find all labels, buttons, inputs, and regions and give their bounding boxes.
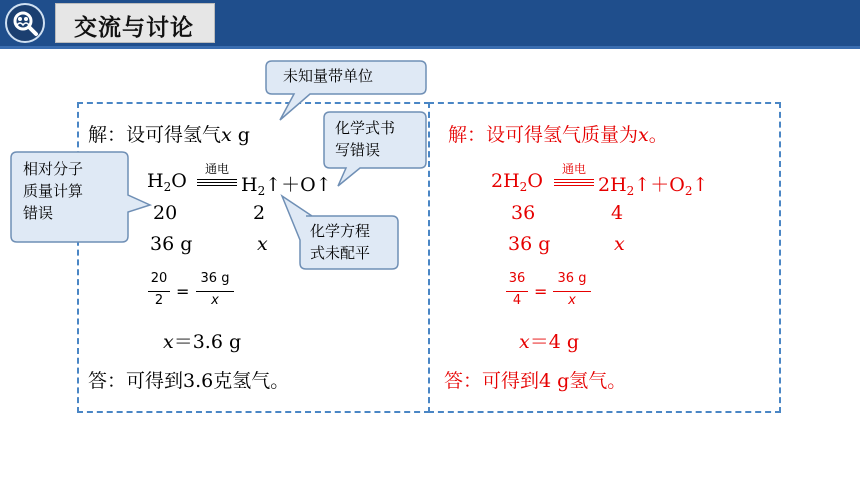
page-title: 交流与讨论 (74, 15, 194, 41)
right-fraction-1: 36 4 (506, 271, 528, 315)
callout-balance-line1: 化学方程 (310, 222, 371, 240)
right-equals: = (534, 282, 548, 301)
callout-unit-text: 未知量带单位 (283, 67, 374, 85)
right-condition: 通电 (554, 165, 594, 185)
right-mass-h2o: 36 (511, 202, 536, 224)
left-equals: = (176, 282, 190, 301)
left-equation-product: $H_2↑+O↑$ (241, 174, 332, 198)
left-result: x＝3.6 g (163, 331, 242, 353)
right-given: 36 g (508, 233, 551, 255)
callout-formula-line2: 写错误 (335, 141, 381, 159)
right-setup-line: 解：设可得氢气质量为x。 (448, 124, 668, 146)
left-condition: 通电 (197, 165, 237, 185)
left-equation-reactant: $H_2O$ (147, 170, 187, 194)
right-equation-product: $2H_2↑+O_2↑$ (598, 174, 709, 198)
callout-formula-line1: 化学式书 (335, 119, 396, 137)
left-given: 36 g (150, 233, 193, 255)
right-fraction-2: 36 g x (553, 271, 591, 315)
right-var: x (614, 233, 625, 255)
left-fraction-1: 20 2 (148, 271, 170, 315)
right-result: x＝4 g (519, 331, 580, 353)
left-mass-h2: 2 (253, 202, 266, 224)
left-answer: 答：可得到3.6克氢气。 (88, 370, 290, 392)
right-answer: 答：可得到4 g氢气。 (444, 370, 627, 392)
right-equation-reactant: $2H_2O$ (491, 170, 543, 194)
left-var: x (257, 233, 268, 255)
callout-mass-line3: 错误 (23, 204, 54, 222)
left-mass-h2o: 20 (153, 202, 178, 224)
callout-mass-line1: 相对分子 (23, 160, 84, 178)
left-fraction-2: 36 g x (196, 271, 234, 315)
right-mass-h2: 4 (611, 202, 624, 224)
callout-balance-line2: 式未配平 (310, 244, 371, 262)
left-setup-line: 解：设可得氢气x g (88, 124, 250, 146)
callout-mass-line2: 质量计算 (23, 182, 84, 200)
